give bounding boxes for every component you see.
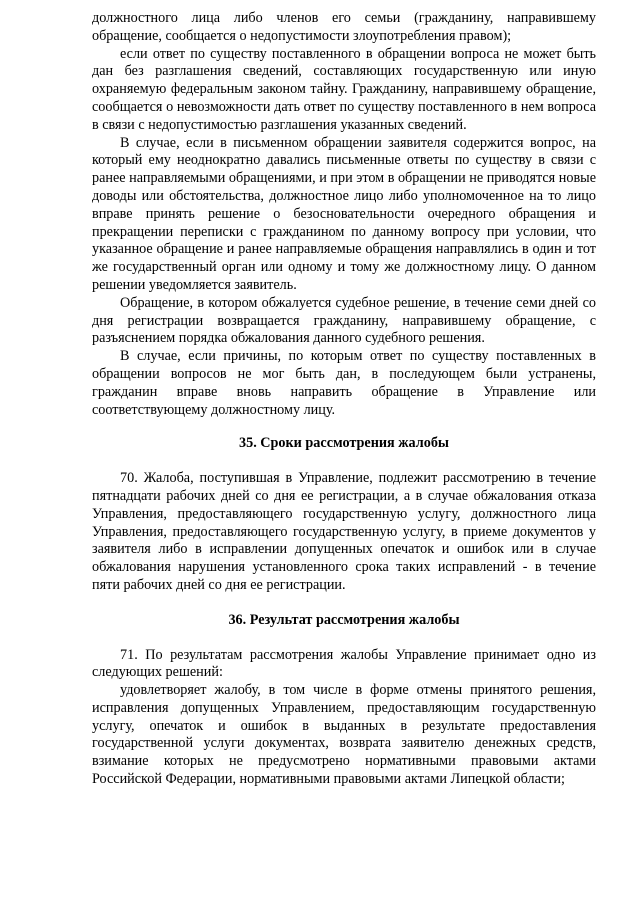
document-page: [92, 10, 596, 789]
section-heading-35: 35. Сроки рассмотрения жалобы: [239, 435, 449, 452]
section-heading-36: 36. Результат рассмотрения жалобы: [228, 611, 460, 628]
paragraph-text: Обращение, в котором обжалуется судебное решение, в течение семи дней со дня регистрации возвращается гражданину, направившему обращение, с разъяснением порядка обжалования данного судебного решения.: [92, 294, 596, 347]
paragraph-71: 71. По результатам рассмотрения жалобы Управление принимает одно из следующих решений:: [92, 646, 596, 681]
paragraph-70: 70. Жалоба, поступившая в Управление, подлежит рассмотрению в течение пятнадцати рабочих дней со дня ее регистрации, а в случае обжалования отказа Управления, предоставляющего государственную услугу, должностного лица Управления, предоставляющего государственную услугу, в приеме документов у заявителя либо в исправлении допущенных опечаток и ошибок или в случае обжалования нарушения установленного срока таких исправлений - в течение пяти рабочих дней со дня ее регистрации.: [92, 470, 596, 593]
paragraph-text: В случае, если в письменном обращении заявителя содержится вопрос, на который ему неоднократно давались письменные ответы по существу в связи с ранее направляемыми обращениями, и при этом в обращении не приводятся новые доводы или обстоятельства, должностное лицо либо уполномоченное на то лицо вправе принять решение о безосновательности очередного обращения и прекращении переписки с гражданином по данному вопросу при условии, что указанное обращение и ранее направляемые обращения направлялись в один и тот же государственный орган или одному и тому же должностному лицу. О данном решении уведомляется заявитель.: [92, 134, 596, 293]
paragraph-71-item: удовлетворяет жалобу, в том числе в форме отмены принятого решения, исправления допущенных Управлением, предоставляющим государственную услугу, опечаток и ошибок в выданных в результате предоставления государственной услуги документах, возврата заявителю денежных средств, взимание которых не предусмотрено нормативными правовыми актами Российской Федерации, нормативными правовыми актами Липецкой области;: [92, 682, 596, 788]
paragraph-text: В случае, если причины, по которым ответ по существу поставленных в обращении вопросов не мог быть дан, в последующем были устранены, гражданин вправе вновь направить обращение в Управление или соответствующему должностному лицу.: [92, 348, 596, 418]
paragraph-text: если ответ по существу поставленного в обращении вопроса не может быть дан без разглашения сведений, составляющих государственную или иную охраняемую федеральным законом тайну. Гражданину, направившему обращение, сообщается о невозможности дать ответ по существу поставленного в нем вопроса в связи с недопустимостью разглашения указанных сведений.: [92, 45, 596, 133]
paragraph-text: должностного лица либо членов его семьи (гражданину, направившему обращение, сообщается о недопустимости злоупотребления правом);: [92, 10, 596, 44]
